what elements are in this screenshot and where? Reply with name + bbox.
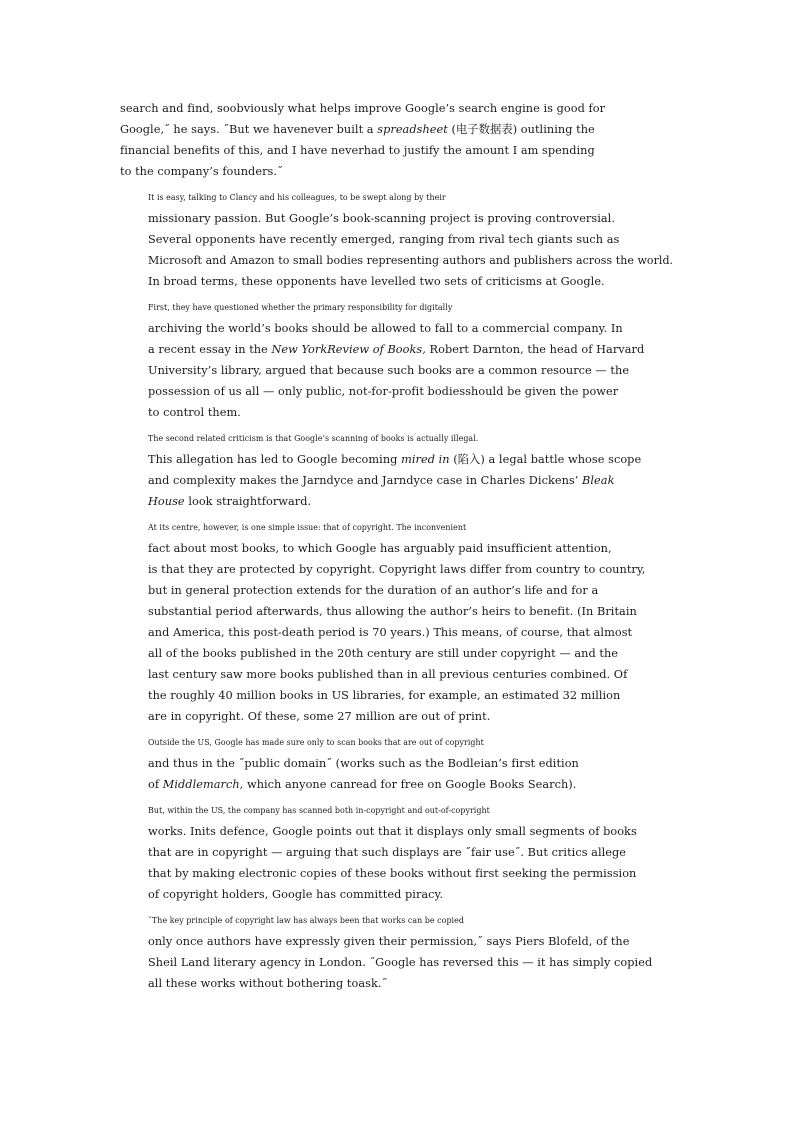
text-run: are in copyright. Of these, some 27 million are out of print. xyxy=(148,710,491,723)
text-line xyxy=(120,643,676,664)
text-line xyxy=(120,381,676,402)
text-run: fact about most books, to which Google has arguably paid insufficient attention, xyxy=(148,542,612,555)
text-run: of xyxy=(148,778,163,791)
text-run: Robert Darnton, the head of Harvard xyxy=(425,343,645,356)
text-run: all these works without bothering toask.˝ xyxy=(148,977,388,990)
text-run: all of the books published in the 20th century are still under copyright — and the xyxy=(148,647,619,660)
text-line xyxy=(120,250,676,271)
text-run: of copyright holders, Google has committed piracy. xyxy=(148,888,444,901)
paragraph xyxy=(120,297,676,423)
text-run: (陷入) a legal battle whose scope xyxy=(449,453,642,466)
text-line xyxy=(120,952,676,973)
text-run: Google,˝ he says. ˝But we havenever built a xyxy=(120,123,378,136)
text-run: In broad terms, these opponents have levelled two sets of criticisms at Google. xyxy=(148,275,605,288)
paragraph xyxy=(120,910,676,994)
paragraph xyxy=(120,517,676,727)
text-run: to the company’s founders.˝ xyxy=(120,165,283,178)
italic-text: House xyxy=(148,495,185,508)
text-run: Sheil Land literary agency in London. ˝Google has reversed this — it has simply copied xyxy=(148,956,653,969)
paragraph xyxy=(120,732,676,795)
text-run: and America, this post-death period is 70 years.) This means, of course, that almost xyxy=(148,626,633,639)
text-run: Several opponents have recently emerged, ranging from rival tech giants such as xyxy=(148,233,620,246)
text-line xyxy=(120,863,676,884)
text-line xyxy=(120,318,676,339)
text-line xyxy=(120,208,676,229)
text-line xyxy=(120,706,676,727)
text-line xyxy=(120,559,676,580)
text-run: and thus in the ˝public domain˝ (works such as the Bodleian’s first edition xyxy=(148,757,579,770)
text-run: But, within the US, the company has scanned both in-copyright and out-of-copyright xyxy=(148,806,490,815)
text-run: and complexity makes the Jarndyce and Jarndyce case in Charles Dickens’ xyxy=(148,474,583,487)
text-run: missionary passion. But Google’s book-scanning project is proving controversial. xyxy=(148,212,615,225)
text-line xyxy=(120,187,676,208)
text-line xyxy=(120,491,676,512)
italic-text: mired in xyxy=(401,453,450,466)
text-line xyxy=(120,580,676,601)
text-run: This allegation has led to Google becoming xyxy=(148,453,402,466)
text-line xyxy=(120,931,676,952)
text-run: University’s library, argued that because such books are a common resource — the xyxy=(148,364,630,377)
text-run: First, they have questioned whether the primary responsibility for digitally xyxy=(148,303,453,312)
text-line xyxy=(120,973,676,994)
text-run: to control them. xyxy=(148,406,241,419)
text-line xyxy=(120,119,676,140)
paragraph xyxy=(120,98,676,182)
text-line xyxy=(120,538,676,559)
text-line xyxy=(120,685,676,706)
italic-text: Middlemarch, xyxy=(162,778,244,791)
text-line xyxy=(120,753,676,774)
text-run: last century saw more books published than in all previous centuries combined. Of xyxy=(148,668,628,681)
paragraph xyxy=(120,187,676,292)
document-page xyxy=(120,98,676,999)
text-run: possession of us all — only public, not-for-profit bodiesshould be given the power xyxy=(148,385,619,398)
italic-text: spreadsheet xyxy=(377,123,448,136)
text-line xyxy=(120,229,676,250)
text-run: ˝The key principle of copyright law has always been that works can be copied xyxy=(148,916,464,925)
text-run: but in general protection extends for the duration of an author’s life and for a xyxy=(148,584,599,597)
text-run: It is easy, talking to Clancy and his colleagues, to be swept along by their xyxy=(148,193,446,202)
text-run: archiving the world’s books should be allowed to fall to a commercial company. In xyxy=(148,322,623,335)
italic-text: Bleak xyxy=(582,474,615,487)
text-run: search and find, soobviously what helps improve Google’s search engine is good for xyxy=(120,102,606,115)
text-line xyxy=(120,297,676,318)
text-run: financial benefits of this, and I have neverhad to justify the amount I am spending xyxy=(120,144,595,157)
text-line xyxy=(120,271,676,292)
text-line xyxy=(120,428,676,449)
text-run: (电子数据表) outlining the xyxy=(447,123,595,136)
italic-text: New YorkReview of Books, xyxy=(271,343,426,356)
text-line xyxy=(120,664,676,685)
text-run: is that they are protected by copyright. Copyright laws differ from country to country, xyxy=(148,563,646,576)
text-run: that are in copyright — arguing that such displays are ˝fair use˝. But critics allege xyxy=(148,846,627,859)
text-line xyxy=(120,517,676,538)
paragraph xyxy=(120,800,676,905)
text-line xyxy=(120,360,676,381)
text-run: works. Inits defence, Google points out that it displays only small segments of books xyxy=(148,825,637,838)
text-line xyxy=(120,910,676,931)
text-line xyxy=(120,622,676,643)
text-line xyxy=(120,140,676,161)
text-line xyxy=(120,884,676,905)
text-line xyxy=(120,449,676,470)
text-line xyxy=(120,402,676,423)
text-run: At its centre, however, is one simple issue: that of copyright. The inconvenient xyxy=(148,523,467,532)
text-run: substantial period afterwards, thus allowing the author’s heirs to benefit. (In Britain xyxy=(148,605,637,618)
text-line xyxy=(120,601,676,622)
text-run: a recent essay in the xyxy=(148,343,272,356)
text-run: look straightforward. xyxy=(184,495,312,508)
text-line xyxy=(120,161,676,182)
text-run: Microsoft and Amazon to small bodies representing authors and publishers across the world. xyxy=(148,254,674,267)
text-line xyxy=(120,842,676,863)
text-run: only once authors have expressly given their permission,˝ says Piers Blofeld, of the xyxy=(148,935,630,948)
text-line xyxy=(120,821,676,842)
text-line xyxy=(120,800,676,821)
text-line xyxy=(120,774,676,795)
text-run: the roughly 40 million books in US libraries, for example, an estimated 32 million xyxy=(148,689,621,702)
text-line xyxy=(120,470,676,491)
text-line xyxy=(120,339,676,360)
text-run: Outside the US, Google has made sure only to scan books that are out of copyright xyxy=(148,738,484,747)
text-run: that by making electronic copies of these books without first seeking the permission xyxy=(148,867,637,880)
paragraph xyxy=(120,428,676,512)
text-line xyxy=(120,98,676,119)
text-run: The second related criticism is that Google’s scanning of books is actually illegal. xyxy=(148,434,479,443)
text-run: which anyone canread for free on Google Books Search). xyxy=(243,778,577,791)
text-line xyxy=(120,732,676,753)
